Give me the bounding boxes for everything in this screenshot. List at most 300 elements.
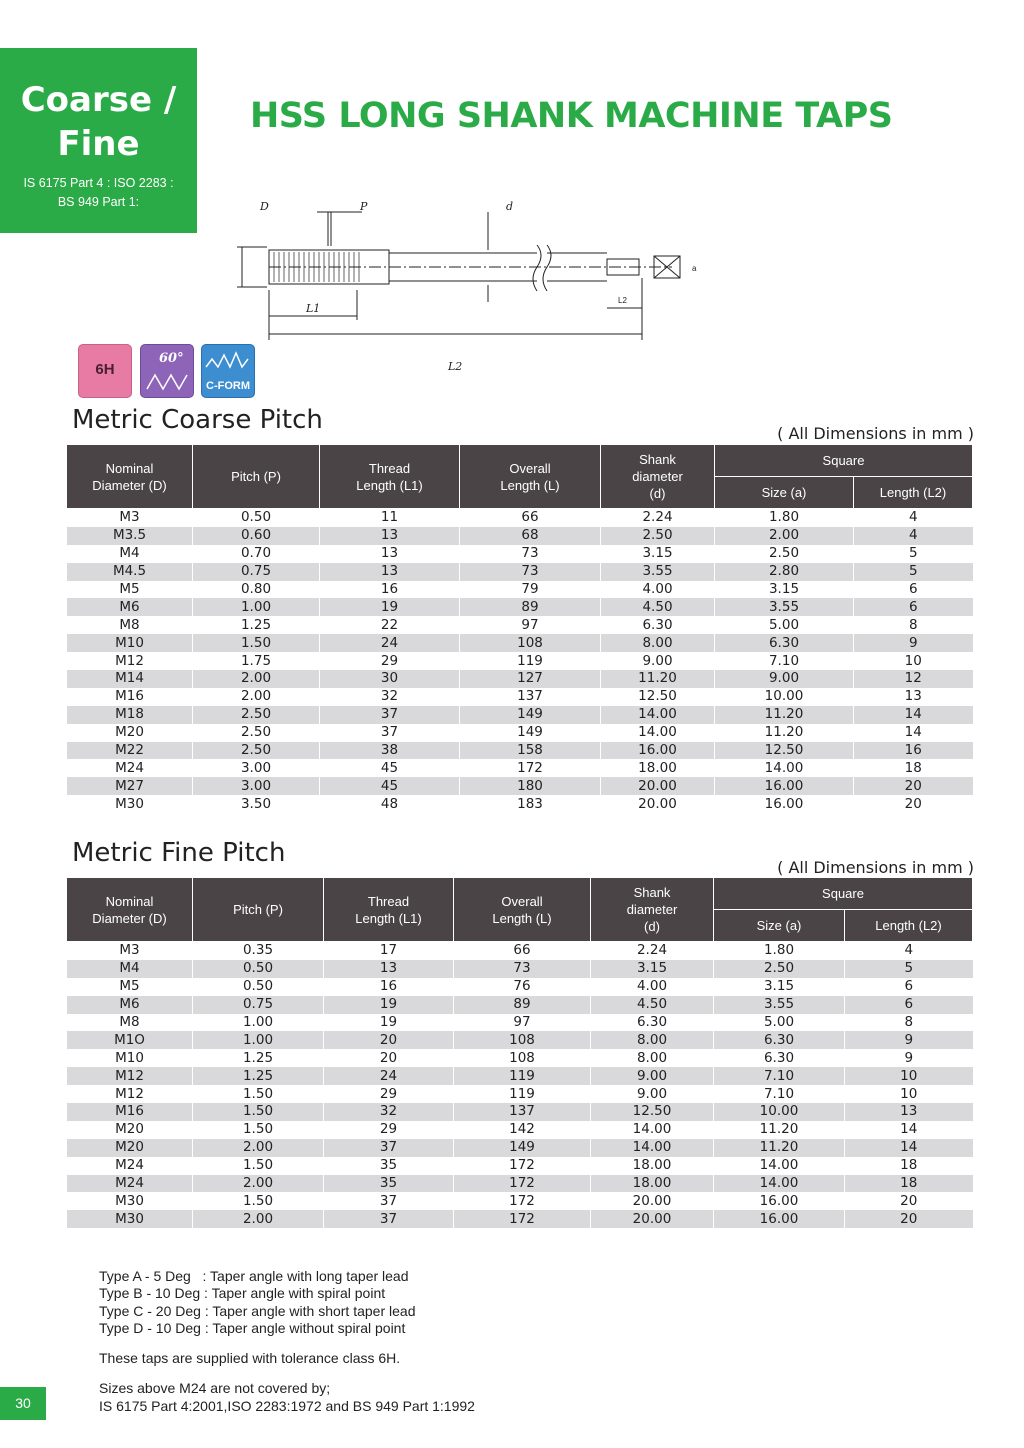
table-cell: 10.00	[715, 688, 854, 706]
table-cell: 6	[845, 978, 973, 996]
table-cell: 11.20	[601, 670, 715, 688]
table-cell: 149	[460, 706, 601, 724]
table-cell: 1.50	[193, 1192, 324, 1210]
table-cell: 73	[460, 563, 601, 581]
table-row	[67, 1210, 973, 1228]
table-cell: 8.00	[591, 1049, 714, 1067]
table-cell: M27	[67, 777, 193, 795]
table-cell: 5	[854, 563, 973, 581]
table-cell: 9	[845, 1031, 973, 1049]
tolerance-6h-icon	[78, 344, 132, 398]
table-cell: 11.20	[715, 706, 854, 724]
table-cell: M12	[67, 1067, 193, 1085]
table-cell: 119	[460, 652, 601, 670]
table-cell: M8	[67, 616, 193, 634]
table-cell: 2.00	[193, 1175, 324, 1193]
table-cell: 89	[460, 598, 601, 616]
table-row	[67, 1103, 973, 1121]
table-cell: 2.80	[715, 563, 854, 581]
table-cell: M5	[67, 581, 193, 599]
table-cell: 8.00	[601, 634, 715, 652]
table-cell: 1.00	[193, 1014, 324, 1032]
table-cell: M24	[67, 1175, 193, 1193]
table-cell: 5.00	[715, 616, 854, 634]
tolerance-label: 6H	[95, 361, 115, 378]
table-row	[67, 1192, 973, 1210]
page-title: HSS LONG SHANK MACHINE TAPS	[250, 96, 893, 136]
table-cell: 137	[454, 1103, 591, 1121]
table-cell: 8	[854, 616, 973, 634]
header-square: Square	[714, 878, 973, 910]
table-cell: 2.00	[193, 1210, 324, 1228]
table-cell: 1.75	[193, 652, 320, 670]
table-row	[67, 1085, 973, 1103]
table-cell: 89	[454, 996, 591, 1014]
label-P: P	[360, 200, 368, 213]
table-cell: 16	[324, 978, 454, 996]
table-cell: 12	[854, 670, 973, 688]
table-row	[67, 1121, 973, 1139]
notes-block	[99, 1268, 475, 1415]
table-cell: 37	[324, 1210, 454, 1228]
table-cell: 20	[324, 1031, 454, 1049]
table-cell: 19	[324, 996, 454, 1014]
table-cell: 14.00	[715, 759, 854, 777]
header-thread: Thread Length (L1)	[320, 445, 460, 509]
table-cell: M5	[67, 978, 193, 996]
table-row	[67, 795, 973, 813]
table-cell: 13	[320, 545, 460, 563]
table-cell: 68	[460, 527, 601, 545]
table-cell: 108	[460, 634, 601, 652]
type-note: Type A - 5 Deg : Taper angle with long taper lead	[99, 1268, 409, 1284]
table-cell: 2.50	[601, 527, 715, 545]
table-cell: 1.50	[193, 1085, 324, 1103]
fine-table	[66, 877, 973, 1228]
table-row	[67, 706, 973, 724]
angle-label: 60°	[159, 351, 184, 366]
header-length: Length (L2)	[845, 910, 973, 942]
table-cell: 9	[854, 634, 973, 652]
table-row	[67, 634, 973, 652]
table-cell: 14.00	[601, 706, 715, 724]
header-pitch: Pitch (P)	[193, 445, 320, 509]
table-cell: 37	[320, 706, 460, 724]
table-cell: 4	[854, 509, 973, 527]
table-cell: 45	[320, 759, 460, 777]
table-cell: 108	[454, 1031, 591, 1049]
table-cell: 0.75	[193, 563, 320, 581]
table-cell: M16	[67, 1103, 193, 1121]
table-cell: 22	[320, 616, 460, 634]
table-cell: M3	[67, 509, 193, 527]
table-cell: M12	[67, 1085, 193, 1103]
table-cell: 8.00	[591, 1031, 714, 1049]
table-cell: 37	[324, 1139, 454, 1157]
table-cell: 9	[845, 1049, 973, 1067]
table-cell: M20	[67, 724, 193, 742]
table-row	[67, 1175, 973, 1193]
table-cell: 29	[320, 652, 460, 670]
table-cell: 18.00	[591, 1175, 714, 1193]
table-cell: 158	[460, 742, 601, 760]
table-cell: 6.30	[714, 1031, 845, 1049]
table-row	[67, 527, 973, 545]
table-cell: 14	[845, 1121, 973, 1139]
table-cell: 24	[324, 1067, 454, 1085]
table-cell: 1.50	[193, 634, 320, 652]
table-cell: 13	[320, 563, 460, 581]
table-cell: 149	[454, 1139, 591, 1157]
table-cell: 172	[454, 1175, 591, 1193]
table-cell: 35	[324, 1157, 454, 1175]
table-cell: 11	[320, 509, 460, 527]
table-cell: 1.80	[715, 509, 854, 527]
table-cell: 1.50	[193, 1121, 324, 1139]
table-cell: 76	[454, 978, 591, 996]
table-cell: 2.50	[715, 545, 854, 563]
c-form-icon	[201, 344, 255, 398]
table-row	[67, 616, 973, 634]
table-row	[67, 1139, 973, 1157]
table-cell: 1.25	[193, 1067, 324, 1085]
table-cell: 16.00	[715, 795, 854, 813]
table-cell: 5	[854, 545, 973, 563]
table-cell: 119	[454, 1085, 591, 1103]
label-L1: L1	[306, 302, 321, 315]
header-size: Size (a)	[715, 477, 854, 509]
table-cell: 149	[460, 724, 601, 742]
table-cell: 20	[845, 1210, 973, 1228]
table-cell: 24	[320, 634, 460, 652]
table-cell: M4	[67, 960, 193, 978]
table-cell: 4.00	[601, 581, 715, 599]
table-cell: 4.50	[601, 598, 715, 616]
table-cell: 38	[320, 742, 460, 760]
table-row	[67, 581, 973, 599]
table-cell: 35	[324, 1175, 454, 1193]
table-cell: 2.24	[601, 509, 715, 527]
table-cell: M10	[67, 1049, 193, 1067]
table-cell: 0.75	[193, 996, 324, 1014]
table-cell: 97	[460, 616, 601, 634]
table-cell: 20	[854, 795, 973, 813]
table-cell: M22	[67, 742, 193, 760]
table-cell: M16	[67, 688, 193, 706]
table-cell: 6.30	[714, 1049, 845, 1067]
table-cell: 16.00	[601, 742, 715, 760]
sizes-note-line1: Sizes above M24 are not covered by;	[99, 1380, 331, 1397]
table-row	[67, 978, 973, 996]
table-row	[67, 652, 973, 670]
fine-dims-note: ( All Dimensions in mm )	[777, 858, 974, 877]
label-a: a	[692, 264, 697, 273]
table-cell: 14	[854, 706, 973, 724]
table-cell: 4	[845, 942, 973, 960]
table-row	[67, 724, 973, 742]
table-cell: M3.5	[67, 527, 193, 545]
table-cell: 4.00	[591, 978, 714, 996]
table-cell: 3.15	[715, 581, 854, 599]
header-square: Square	[715, 445, 973, 477]
table-cell: 73	[454, 960, 591, 978]
table-cell: M18	[67, 706, 193, 724]
table-cell: 2.00	[715, 527, 854, 545]
table-cell: 32	[324, 1103, 454, 1121]
table-cell: 16.00	[714, 1210, 845, 1228]
table-cell: 3.00	[193, 759, 320, 777]
table-cell: 6.30	[591, 1014, 714, 1032]
table-cell: 4	[854, 527, 973, 545]
table-cell: 9.00	[715, 670, 854, 688]
table-cell: 0.60	[193, 527, 320, 545]
table-cell: 7.10	[714, 1085, 845, 1103]
table-cell: 3.55	[601, 563, 715, 581]
table-cell: 30	[320, 670, 460, 688]
table-cell: 20.00	[601, 777, 715, 795]
table-row	[67, 996, 973, 1014]
table-cell: 172	[454, 1157, 591, 1175]
table-row	[67, 688, 973, 706]
table-row	[67, 598, 973, 616]
table-cell: 14.00	[591, 1121, 714, 1139]
table-row	[67, 759, 973, 777]
label-L2: L2	[448, 360, 463, 373]
label-L2-small: L2	[618, 296, 627, 305]
sizes-note-line2: IS 6175 Part 4:2001,ISO 2283:1972 and BS 949 Part 1:1992	[99, 1397, 475, 1414]
table-cell: 10	[845, 1067, 973, 1085]
table-cell: 14	[845, 1139, 973, 1157]
table-cell: M20	[67, 1121, 193, 1139]
table-cell: 0.50	[193, 978, 324, 996]
table-cell: 18	[845, 1175, 973, 1193]
table-cell: 20.00	[601, 795, 715, 813]
table-cell: 12.50	[601, 688, 715, 706]
table-cell: 73	[460, 545, 601, 563]
table-cell: M6	[67, 598, 193, 616]
table-cell: 37	[324, 1192, 454, 1210]
table-row	[67, 1157, 973, 1175]
header-shank: Shank diameter (d)	[601, 445, 715, 509]
table-cell: 1.00	[193, 598, 320, 616]
table-cell: 9.00	[591, 1067, 714, 1085]
table-cell: 1.25	[193, 1049, 324, 1067]
table-cell: 14.00	[714, 1175, 845, 1193]
table-cell: 13	[320, 527, 460, 545]
table-cell: 2.24	[591, 942, 714, 960]
table-cell: 7.10	[714, 1067, 845, 1085]
table-row	[67, 960, 973, 978]
table-cell: 11.20	[715, 724, 854, 742]
table-cell: 20	[324, 1049, 454, 1067]
table-cell: M12	[67, 652, 193, 670]
table-cell: M30	[67, 1210, 193, 1228]
table-cell: 172	[460, 759, 601, 777]
table-row	[67, 563, 973, 581]
fine-section-title: Metric Fine Pitch	[72, 838, 286, 868]
table-cell: 18	[854, 759, 973, 777]
table-row	[67, 777, 973, 795]
table-cell: 127	[460, 670, 601, 688]
table-cell: 1.80	[714, 942, 845, 960]
table-cell: 0.50	[193, 960, 324, 978]
table-cell: 13	[845, 1103, 973, 1121]
table-cell: 13	[854, 688, 973, 706]
table-cell: 16	[854, 742, 973, 760]
coarse-dims-note: ( All Dimensions in mm )	[777, 424, 974, 443]
table-cell: 3.55	[715, 598, 854, 616]
table-cell: M3	[67, 942, 193, 960]
table-row	[67, 1031, 973, 1049]
label-d: d	[506, 200, 514, 213]
table-cell: 172	[454, 1192, 591, 1210]
table-cell: M24	[67, 759, 193, 777]
table-cell: 20	[845, 1192, 973, 1210]
table-cell: 0.35	[193, 942, 324, 960]
table-cell: 11.20	[714, 1121, 845, 1139]
table-cell: 2.50	[714, 960, 845, 978]
header-size: Size (a)	[714, 910, 845, 942]
table-cell: 14.00	[591, 1139, 714, 1157]
table-cell: 32	[320, 688, 460, 706]
category-badge	[0, 48, 197, 233]
table-cell: 1.00	[193, 1031, 324, 1049]
table-cell: 48	[320, 795, 460, 813]
table-cell: 16	[320, 581, 460, 599]
table-cell: 3.15	[591, 960, 714, 978]
table-cell: 2.00	[193, 688, 320, 706]
header-nominal: Nominal Diameter (D)	[67, 445, 193, 509]
table-cell: 119	[454, 1067, 591, 1085]
table-cell: 11.20	[714, 1139, 845, 1157]
table-cell: 8	[845, 1014, 973, 1032]
table-cell: M4.5	[67, 563, 193, 581]
table-cell: 137	[460, 688, 601, 706]
table-cell: 7.10	[715, 652, 854, 670]
table-cell: 2.00	[193, 670, 320, 688]
category-title: Coarse / Fine	[20, 80, 177, 164]
table-cell: 6	[854, 581, 973, 599]
table-cell: 9.00	[601, 652, 715, 670]
table-cell: 14	[854, 724, 973, 742]
table-cell: 1.25	[193, 616, 320, 634]
table-row	[67, 1067, 973, 1085]
table-cell: 180	[460, 777, 601, 795]
table-row	[67, 942, 973, 960]
table-cell: M6	[67, 996, 193, 1014]
thread-angle-60-icon	[140, 344, 194, 398]
table-cell: 79	[460, 581, 601, 599]
table-cell: M20	[67, 1139, 193, 1157]
table-cell: M30	[67, 1192, 193, 1210]
table-row	[67, 1049, 973, 1067]
table-cell: 0.50	[193, 509, 320, 527]
type-note: Type C - 20 Deg : Taper angle with short taper lead	[99, 1302, 416, 1319]
table-cell: 2.50	[193, 724, 320, 742]
type-note: Type D - 10 Deg : Taper angle without spiral point	[99, 1319, 406, 1336]
tap-technical-drawing	[232, 190, 702, 380]
table-cell: 16.00	[714, 1192, 845, 1210]
table-row	[67, 545, 973, 563]
table-cell: 10	[854, 652, 973, 670]
label-D: D	[260, 200, 269, 213]
table-cell: 10	[845, 1085, 973, 1103]
table-cell: 6	[854, 598, 973, 616]
table-row	[67, 670, 973, 688]
table-cell: 6.30	[601, 616, 715, 634]
table-cell: 14.00	[714, 1157, 845, 1175]
table-cell: 18.00	[601, 759, 715, 777]
table-cell: M8	[67, 1014, 193, 1032]
coarse-section-title: Metric Coarse Pitch	[72, 405, 323, 435]
table-cell: M1O	[67, 1031, 193, 1049]
table-cell: 29	[324, 1085, 454, 1103]
table-row	[67, 1014, 973, 1032]
table-cell: 18.00	[591, 1157, 714, 1175]
table-cell: 14.00	[601, 724, 715, 742]
header-nominal: Nominal Diameter (D)	[67, 878, 193, 942]
coarse-table	[66, 444, 973, 813]
table-row	[67, 509, 973, 527]
table-cell: 2.50	[193, 706, 320, 724]
page-number: 30	[0, 1387, 46, 1420]
table-cell: 17	[324, 942, 454, 960]
table-cell: 37	[320, 724, 460, 742]
table-cell: 2.50	[193, 742, 320, 760]
table-cell: 29	[324, 1121, 454, 1139]
table-cell: M4	[67, 545, 193, 563]
tolerance-note: These taps are supplied with tolerance class 6H.	[99, 1350, 401, 1367]
table-cell: 5	[845, 960, 973, 978]
table-cell: 3.55	[714, 996, 845, 1014]
table-cell: 5.00	[714, 1014, 845, 1032]
table-row	[67, 742, 973, 760]
table-cell: 3.00	[193, 777, 320, 795]
table-cell: M10	[67, 634, 193, 652]
table-cell: 6	[845, 996, 973, 1014]
table-cell: 20	[854, 777, 973, 795]
table-cell: 6.30	[715, 634, 854, 652]
table-cell: 13	[324, 960, 454, 978]
header-overall: Overall Length (L)	[460, 445, 601, 509]
table-cell: 97	[454, 1014, 591, 1032]
table-cell: 1.50	[193, 1103, 324, 1121]
table-cell: 19	[324, 1014, 454, 1032]
header-overall: Overall Length (L)	[454, 878, 591, 942]
table-cell: 108	[454, 1049, 591, 1067]
table-cell: 12.50	[715, 742, 854, 760]
header-pitch: Pitch (P)	[193, 878, 324, 942]
table-cell: 3.50	[193, 795, 320, 813]
table-cell: 66	[460, 509, 601, 527]
table-cell: 183	[460, 795, 601, 813]
table-cell: 20.00	[591, 1210, 714, 1228]
table-cell: 20.00	[591, 1192, 714, 1210]
table-cell: 10.00	[714, 1103, 845, 1121]
type-note: Type B - 10 Deg : Taper angle with spiral point	[99, 1285, 386, 1302]
header-shank: Shank diameter (d)	[591, 878, 714, 942]
table-cell: M24	[67, 1157, 193, 1175]
table-cell: 142	[454, 1121, 591, 1139]
header-thread: Thread Length (L1)	[324, 878, 454, 942]
table-cell: 16.00	[715, 777, 854, 795]
table-cell: 3.15	[601, 545, 715, 563]
table-cell: 1.50	[193, 1157, 324, 1175]
table-cell: 2.00	[193, 1139, 324, 1157]
table-cell: 66	[454, 942, 591, 960]
table-cell: 4.50	[591, 996, 714, 1014]
standards-text: IS 6175 Part 4 : ISO 2283 : BS 949 Part 1:	[23, 176, 174, 209]
